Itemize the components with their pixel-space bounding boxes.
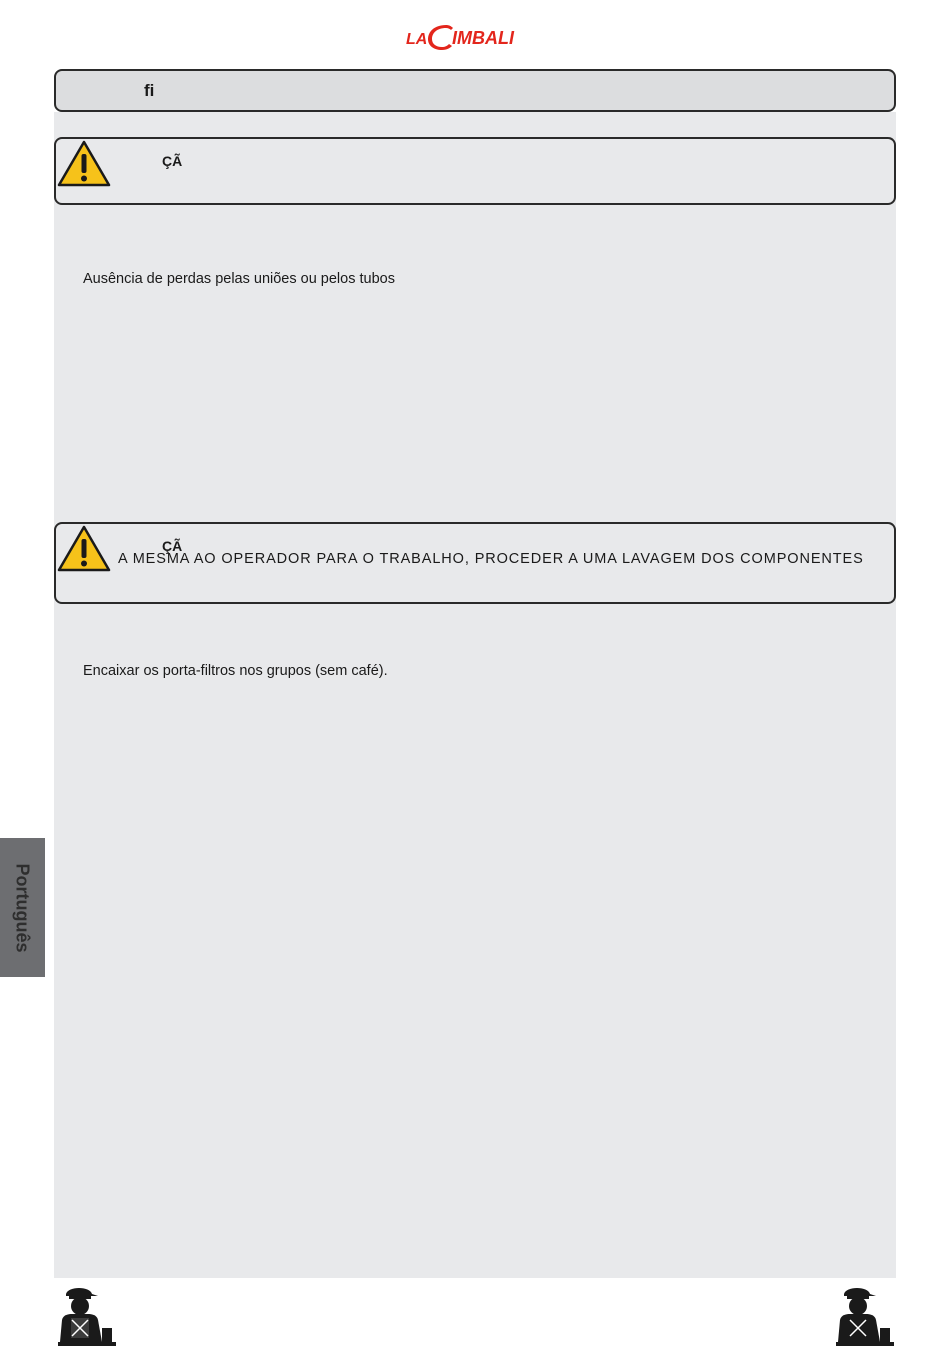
language-side-tab — [0, 838, 45, 977]
paragraph-portafilters: Encaixar os porta-filtros nos grupos (sem café). — [83, 662, 388, 679]
brand-logo — [406, 20, 546, 52]
paragraph-leaks: Ausência de perdas pelas uniões ou pelos tubos — [83, 270, 395, 287]
svg-text:IMBALI: IMBALI — [452, 28, 514, 48]
section-header-bar — [54, 69, 896, 112]
lacimbali-logo-icon — [406, 20, 546, 52]
technician-icon — [832, 1284, 896, 1346]
warning-heading: ÇÃ — [162, 153, 183, 169]
warning-body-text: A MESMA AO OPERADOR PARA O TRABALHO, PROCEDER A UMA LAVAGEM DOS COMPONENTES — [118, 551, 864, 567]
warning-box-2 — [54, 522, 896, 604]
warning-triangle-icon — [56, 139, 112, 189]
section-title: fi — [144, 81, 155, 100]
technician-icon — [54, 1284, 118, 1346]
warning-triangle-icon — [56, 524, 112, 574]
svg-text:LA: LA — [406, 31, 428, 48]
warning-box-1 — [54, 137, 896, 205]
language-label: Português — [12, 863, 33, 953]
warning-heading: ÇÃ — [162, 538, 183, 554]
content-panel — [54, 112, 896, 1278]
